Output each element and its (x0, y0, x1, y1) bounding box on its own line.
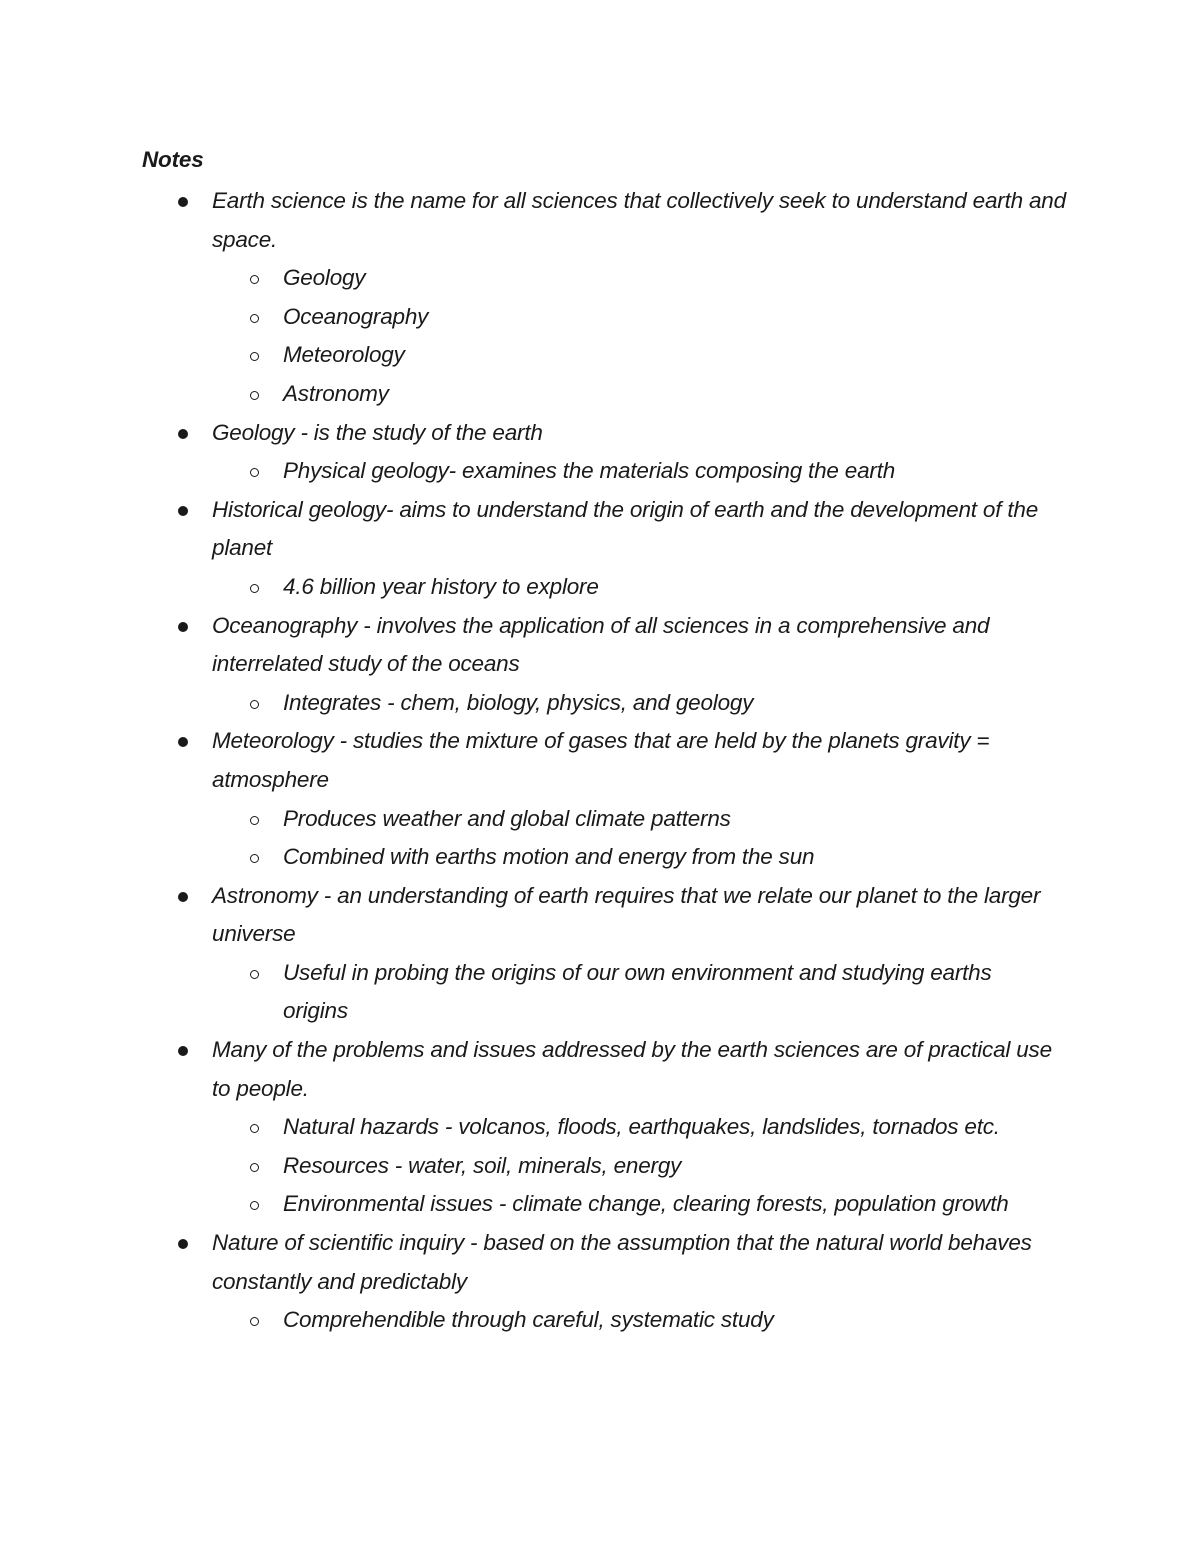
hollow-bullet-icon (250, 1147, 264, 1186)
hollow-bullet-icon (250, 336, 264, 375)
filled-bullet-icon (178, 182, 192, 221)
filled-bullet-icon (178, 1224, 192, 1263)
hollow-bullet-icon (250, 452, 264, 491)
list-item-text: Natural hazards - volcanos, floods, earthquakes, landslides, tornados etc. (283, 1114, 1000, 1140)
sub-list-item (0, 800, 1053, 839)
list-item-text: Astronomy (283, 380, 389, 406)
list-item-text: Useful in probing the origins of our own environment and studying earths origins (283, 959, 992, 1024)
sub-list-item (0, 838, 1053, 877)
hollow-bullet-icon (250, 298, 264, 337)
list-item-text: 4.6 billion year history to explore (283, 573, 599, 599)
hollow-bullet-icon (250, 1185, 264, 1224)
list-item-text: Astronomy - an understanding of earth requires that we relate our planet to the larger universe (212, 882, 1041, 947)
list-item (0, 414, 1072, 453)
list-item-text: Comprehendible through careful, systematic study (283, 1307, 774, 1333)
list-item-text: Produces weather and global climate patterns (283, 805, 731, 831)
sub-list-item (0, 452, 1053, 491)
list-item (0, 1224, 1072, 1301)
list-item-text: Oceanography - involves the application of all sciences in a comprehensive and interrelated study of the oceans (212, 612, 990, 677)
list-item (0, 182, 1072, 259)
filled-bullet-icon (178, 414, 192, 453)
hollow-bullet-icon (250, 259, 264, 298)
sub-list-item (0, 336, 1053, 375)
list-item-text: Integrates - chem, biology, physics, and geology (283, 689, 754, 715)
filled-bullet-icon (178, 607, 192, 646)
notes-list (0, 182, 1200, 1340)
hollow-bullet-icon (250, 1301, 264, 1340)
list-item (0, 491, 1072, 568)
hollow-bullet-icon (250, 800, 264, 839)
sub-list-item (0, 1185, 1053, 1224)
hollow-bullet-icon (250, 375, 264, 414)
hollow-bullet-icon (250, 838, 264, 877)
sub-list-item (0, 954, 1053, 1031)
list-item-text: Oceanography (283, 303, 429, 329)
filled-bullet-icon (178, 491, 192, 530)
list-item (0, 877, 1072, 954)
list-item-text: Nature of scientific inquiry - based on the assumption that the natural world behaves constantly and predictably (212, 1230, 1032, 1294)
page-title: Notes (142, 147, 204, 172)
list-item-text: Meteorology (283, 342, 405, 368)
sub-list-item (0, 1147, 1053, 1186)
sub-list-item (0, 1108, 1053, 1147)
filled-bullet-icon (178, 877, 192, 916)
hollow-bullet-icon (250, 684, 264, 723)
hollow-bullet-icon (250, 1108, 264, 1147)
sub-list-item (0, 298, 1053, 337)
list-item (0, 1031, 1072, 1108)
sub-list-item (0, 1301, 1053, 1340)
sub-list-item (0, 375, 1053, 414)
filled-bullet-icon (178, 722, 192, 761)
list-item-text: Meteorology - studies the mixture of gases that are held by the planets gravity = atmosphere (212, 728, 990, 792)
list-item-text: Historical geology- aims to understand the origin of earth and the development of the planet (212, 496, 1039, 561)
sub-list-item (0, 684, 1053, 723)
list-item-text: Many of the problems and issues addressed by the earth sciences are of practical use to people. (212, 1037, 1052, 1101)
list-item (0, 607, 1072, 684)
list-item-text: Resources - water, soil, minerals, energy (283, 1152, 682, 1178)
list-item-text: Geology (283, 265, 366, 291)
list-item-text: Earth science is the name for all sciences that collectively seek to understand earth and space. (212, 188, 1066, 252)
hollow-bullet-icon (250, 568, 264, 607)
filled-bullet-icon (178, 1031, 192, 1070)
list-item (0, 722, 1072, 799)
list-item-text: Physical geology- examines the materials composing the earth (283, 458, 896, 484)
sub-list-item (0, 568, 1053, 607)
sub-list-item (0, 259, 1053, 298)
hollow-bullet-icon (250, 954, 264, 993)
list-item-text: Environmental issues - climate change, clearing forests, population growth (283, 1191, 1009, 1217)
list-item-text: Combined with earths motion and energy from the sun (283, 844, 815, 870)
list-item-text: Geology - is the study of the earth (212, 419, 543, 445)
